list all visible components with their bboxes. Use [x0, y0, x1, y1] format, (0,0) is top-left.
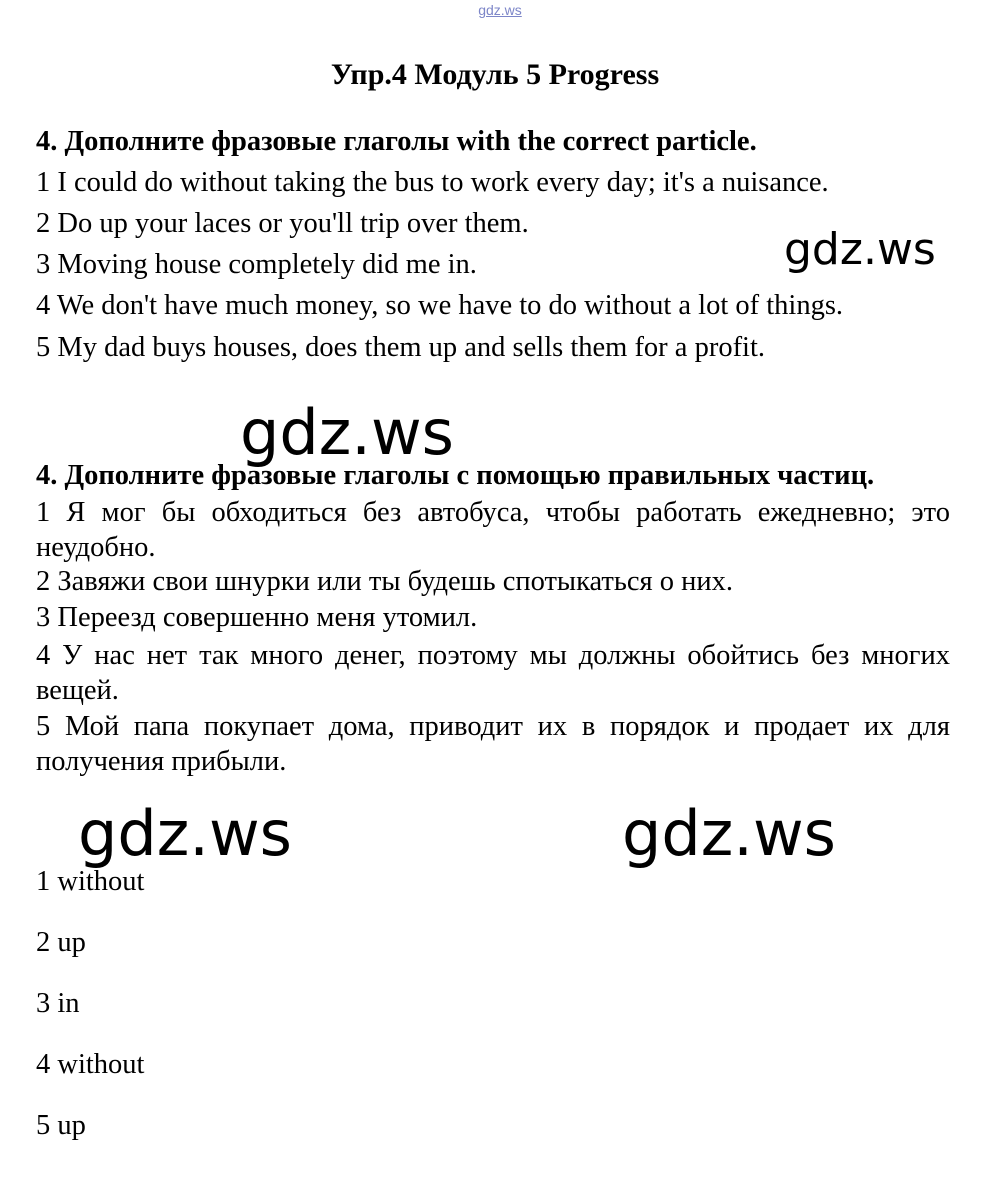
- english-line-2: 2 Do up your laces or you'll trip over them.: [36, 208, 529, 239]
- answer-1: 1 without: [36, 866, 145, 897]
- answer-5: 5 up: [36, 1110, 86, 1141]
- russian-line-5: 5 Мой папа покупает дома, приводит их в порядок и продает их для получения прибыли.: [36, 711, 950, 777]
- answer-4: 4 without: [36, 1049, 145, 1080]
- russian-line-4: 4 У нас нет так много денег, поэтому мы должны обойтись без многих вещей.: [36, 640, 950, 706]
- english-line-5: 5 My dad buys houses, does them up and sells them for a profit.: [36, 332, 766, 363]
- top-watermark-link[interactable]: gdz.ws: [478, 2, 522, 18]
- english-heading: 4. Дополните фразовые глаголы with the correct particle.: [36, 126, 757, 157]
- watermark-text: gdz.ws: [240, 396, 454, 469]
- english-line-4: 4 We don't have much money, so we have to do without a lot of things.: [36, 290, 844, 321]
- page-title: Упр.4 Модуль 5 Progress: [330, 58, 660, 91]
- english-line-3: 3 Moving house completely did me in.: [36, 249, 477, 280]
- english-line-1: 1 I could do without taking the bus to work every day; it's a nuisance.: [36, 167, 829, 198]
- russian-line-2: 2 Завяжи свои шнурки или ты будешь спотыкаться о них.: [36, 566, 733, 597]
- russian-heading: 4. Дополните фразовые глаголы с помощью правильных частиц.: [36, 460, 875, 491]
- watermark-text: gdz.ws: [622, 797, 836, 870]
- watermark-text: gdz.ws: [78, 797, 292, 870]
- answer-3: 3 in: [36, 988, 80, 1019]
- russian-line-3: 3 Переезд совершенно меня утомил.: [36, 602, 478, 633]
- russian-line-1: 1 Я мог бы обходиться без автобуса, чтобы работать ежедневно; это неудобно.: [36, 497, 950, 563]
- answer-2: 2 up: [36, 927, 86, 958]
- watermark-text: gdz.ws: [784, 224, 936, 275]
